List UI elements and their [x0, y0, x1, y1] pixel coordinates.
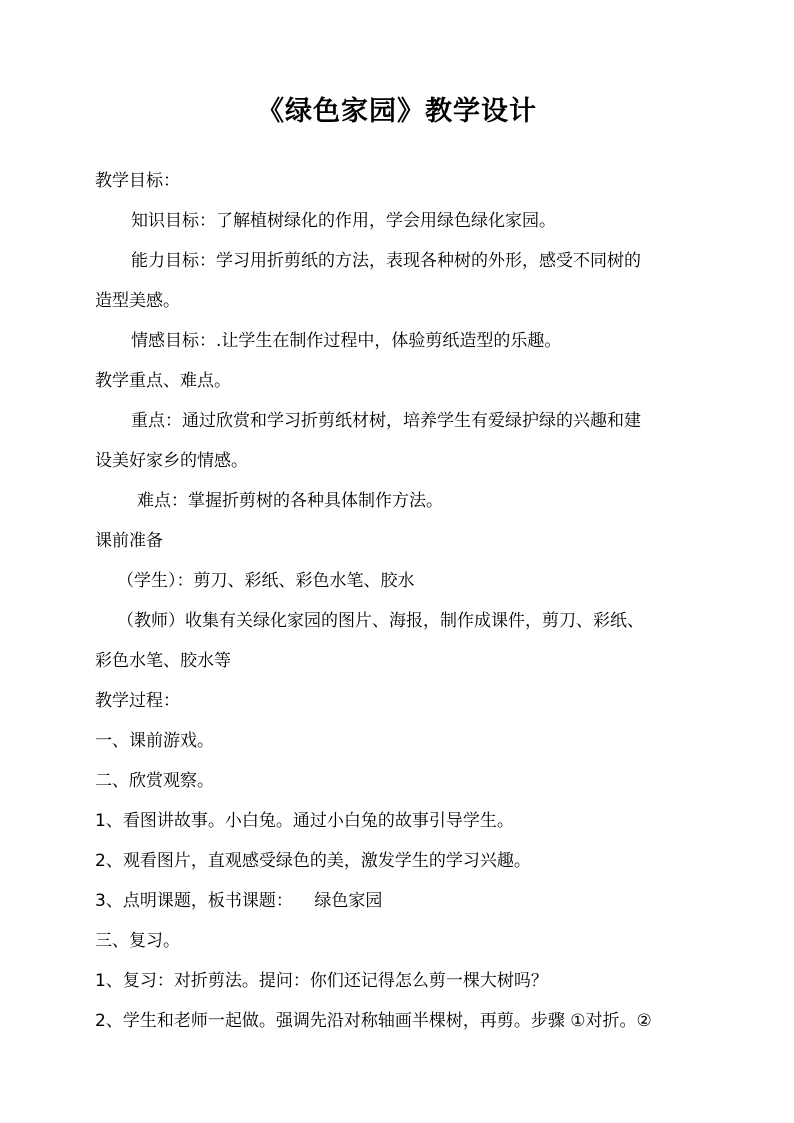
- preparation-teacher-line2: 彩色水笔、胶水等: [95, 651, 231, 671]
- preparation-heading: 课前准备: [95, 531, 163, 551]
- process-section-2: 二、欣赏观察。: [95, 771, 214, 791]
- process-section-3: 三、复习。: [95, 931, 180, 951]
- document-title: 《绿色家园》教学设计: [257, 96, 537, 127]
- objectives-heading: 教学目标：: [95, 171, 180, 191]
- preparation-teacher-line1: （教师）收集有关绿化家园的图片、海报，制作成课件，剪刀、彩纸、: [117, 611, 644, 631]
- knowledge-objective: 知识目标：了解植树绿化的作用，学会用绿色绿化家园。: [131, 211, 556, 231]
- process-item-2-1: 1、看图讲故事。小白兔。通过小白兔的故事引导学生。: [95, 811, 514, 831]
- difficulty-point: 难点：掌握折剪树的各种具体制作方法。: [137, 491, 443, 511]
- focus-point-line2: 设美好家乡的情感。: [95, 451, 248, 471]
- process-heading: 教学过程：: [95, 691, 180, 711]
- process-section-1: 一、课前游戏。: [95, 731, 214, 751]
- process-item-2-3: 3、点明课题，板书课题： 绿色家园: [95, 891, 383, 911]
- process-item-3-2: 2、学生和老师一起做。强调先沿对称轴画半棵树，再剪。步骤 ①对折。②: [95, 1011, 652, 1031]
- focus-point-line1: 重点：通过欣赏和学习折剪纸材树，培养学生有爱绿护绿的兴趣和建: [131, 411, 641, 431]
- preparation-students: （学生）：剪刀、彩纸、彩色水笔、胶水: [117, 571, 415, 591]
- emotion-objective: 情感目标：.让学生在制作过程中，体验剪纸造型的乐趣。: [131, 331, 562, 351]
- ability-objective-line1: 能力目标：学习用折剪纸的方法，表现各种树的外形，感受不同树的: [131, 251, 641, 271]
- ability-objective-line2: 造型美感。: [95, 291, 180, 311]
- process-item-2-2: 2、观看图片，直观感受绿色的美，激发学生的学习兴趣。: [95, 851, 531, 871]
- process-item-3-1: 1、复习：对折剪法。提问：你们还记得怎么剪一棵大树吗？: [95, 971, 548, 991]
- key-points-heading: 教学重点、难点。: [95, 371, 231, 391]
